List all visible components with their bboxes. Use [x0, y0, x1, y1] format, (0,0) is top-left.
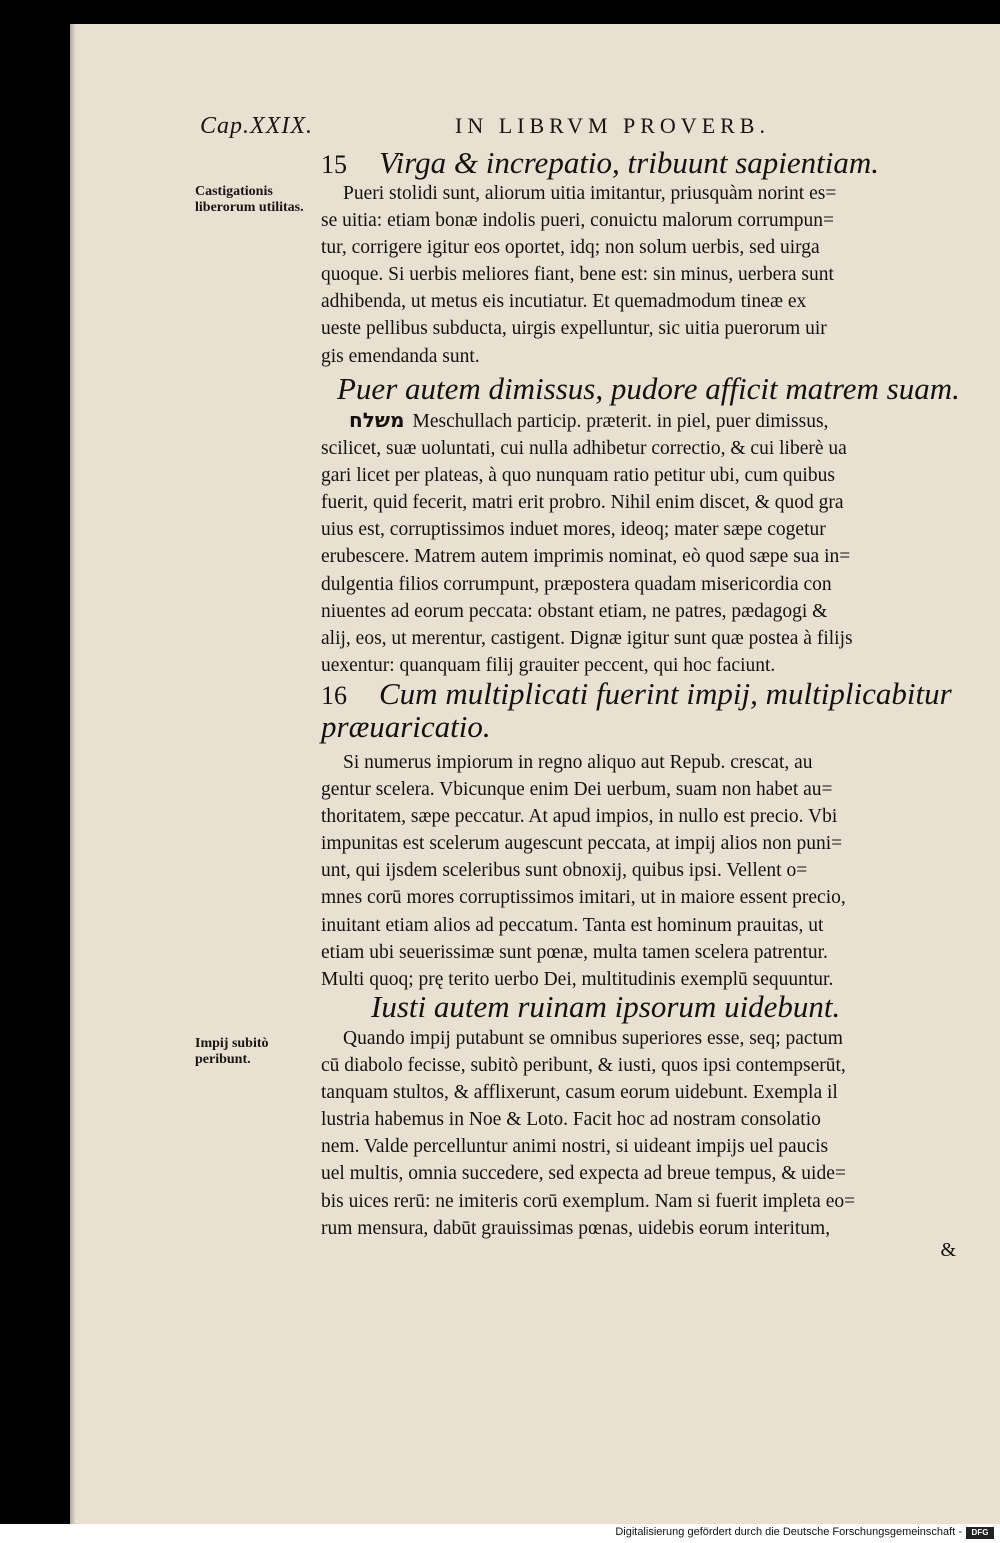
text-line: Multi quoq; prę terito uerbo Dei, multitudinis exemplū sequuntur. [321, 968, 834, 990]
verse-16-lemma [321, 677, 952, 713]
text-line: scilicet, suæ uoluntati, cui nulla adhibetur correctio, & cui liberè ua [321, 438, 847, 460]
text-line: quoque. Si uerbis meliores fiant, bene est: sin minus, uerbera sunt [321, 264, 834, 286]
funding-notice: Digitalisierung gefördert durch die Deutsche Forschungsgemeinschaft - [615, 1526, 962, 1538]
dfg-logo-icon: DFG [966, 1527, 994, 1539]
text-line: thoritatem, sæpe peccatur. At apud impios, in nullo est precio. Vbi [321, 806, 838, 828]
text-line: gari licet per plateas, à quo nunquam ratio petitur ubi, cum quibus [321, 465, 835, 487]
text-line: nem. Valde percelluntur animi nostri, si uideant impijs uel paucis [321, 1136, 829, 1158]
verse-15-lemma [321, 146, 879, 182]
text-line: gis emendanda sunt. [321, 345, 480, 367]
text-line: inuitant etiam alios ad peccatum. Tanta est hominum prauitas, ut [321, 914, 824, 936]
text-line: adhibenda, ut metus eis incutiatur. Et quemadmodum tineæ ex [321, 291, 807, 313]
text-line: uel multis, omnia succedere, sed expecta ad breue tempus, & uide= [321, 1163, 846, 1185]
running-title: IN LIBRVM PROVERB. [455, 113, 770, 138]
hebrew-word: משלח [349, 408, 405, 432]
verse-16b-commentary [321, 1025, 966, 1242]
lemma-text: Virga & increpatio, tribuunt sapientiam. [379, 145, 879, 180]
chapter-number: Cap.XXIX. [200, 113, 313, 139]
page-header [200, 113, 840, 143]
lemma-text: Cum multiplicati fuerint impij, multiplicabitur [379, 676, 952, 711]
verse-number: 16 [321, 681, 347, 710]
text-line [321, 407, 966, 435]
footer-bar [0, 1524, 1000, 1543]
marginal-note-castigation: Castigationis liberorum utilitas. [195, 184, 304, 215]
text-line: tur, corrigere igitur eos oportet, idq; non solum uerbis, sed uirga [321, 237, 820, 259]
verse-16-lemma-cont: præuaricatio. [321, 709, 491, 744]
text-line: erubescere. Matrem autem imprimis nominat, eò quod sæpe sua in= [321, 546, 851, 568]
catchword: & [940, 1239, 956, 1261]
text-line: uius est, corruptissimos induet mores, ideoq; mater sæpe cogetur [321, 519, 826, 541]
text-line: lustria habemus in Noe & Loto. Facit hoc ad nostram consolatio [321, 1109, 821, 1131]
text-line: alij, eos, ut merentur, castigent. Dignæ igitur sunt quæ postea à filijs [321, 627, 853, 649]
marginal-note-impij: Impij subitò peribunt. [195, 1036, 269, 1067]
verse-16b-lemma: Iusti autem ruinam ipsorum uidebunt. [371, 989, 841, 1024]
text-line: bis uices rerū: ne imiteris corū exemplum. Nam si fuerit impleta eo= [321, 1190, 856, 1212]
text-line: gentur scelera. Vbicunque enim Dei uerbum, suam non habet au= [321, 779, 833, 801]
text-line: ueste pellibus subducta, uirgis expelluntur, sic uitia puerorum uir [321, 318, 827, 340]
text-line: uexentur: quanquam filij grauiter peccent, qui hoc faciunt. [321, 654, 776, 676]
text-line: unt, qui ijsdem sceleribus sunt obnoxij, quibus ipsi. Vellent o= [321, 860, 808, 882]
page-edge-shadow [70, 24, 76, 1524]
verse-15-commentary [321, 180, 966, 370]
text-line-content: Meschullach particip. præterit. in piel, puer dimissus, [412, 411, 829, 432]
text-line: Pueri stolidi sunt, aliorum uitia imitantur, priusquàm norint es= [343, 183, 837, 204]
text-line: impunitas est scelerum augescunt peccata, at impij alios non puni= [321, 833, 843, 855]
verse-number: 15 [321, 150, 347, 179]
text-line: Quando impij putabunt se omnibus superiores esse, seq; pactum [343, 1028, 843, 1049]
text-line: mnes corū mores corruptissimos imitari, ut in maiore essent precio, [321, 887, 846, 909]
text-line: tanquam stultos, & afflixerunt, casum eorum uidebunt. Exempla il [321, 1082, 838, 1104]
text-line: fuerit, quid fecerit, matri erit probro. Nihil enim discet, & quod gra [321, 492, 844, 514]
text-line: se uitia: etiam bonæ indolis pueri, conuictu malorum corrumpun= [321, 210, 835, 232]
verse-15b-lemma: Puer autem dimissus, pudore afficit matrem suam. [337, 371, 960, 406]
text-line: etiam ubi seuerissimæ sunt pœnæ, multa tamen scelera patrentur. [321, 941, 828, 963]
verse-15b-commentary [321, 407, 966, 679]
text-line: Si numerus impiorum in regno aliquo aut Repub. crescat, au [343, 752, 813, 773]
verse-16-commentary [321, 749, 966, 993]
text-line: dulgentia filios corrumpunt, præpostera quadam misericordia con [321, 573, 832, 595]
text-line: cū diabolo fecisse, subitò peribunt, & iusti, quos ipsi contempserūt, [321, 1055, 846, 1077]
text-line: rum mensura, dabūt grauissimas pœnas, uidebis eorum interitum, [321, 1217, 831, 1239]
text-line: niuentes ad eorum peccata: obstant etiam, ne patres, pædagogi & [321, 600, 828, 622]
